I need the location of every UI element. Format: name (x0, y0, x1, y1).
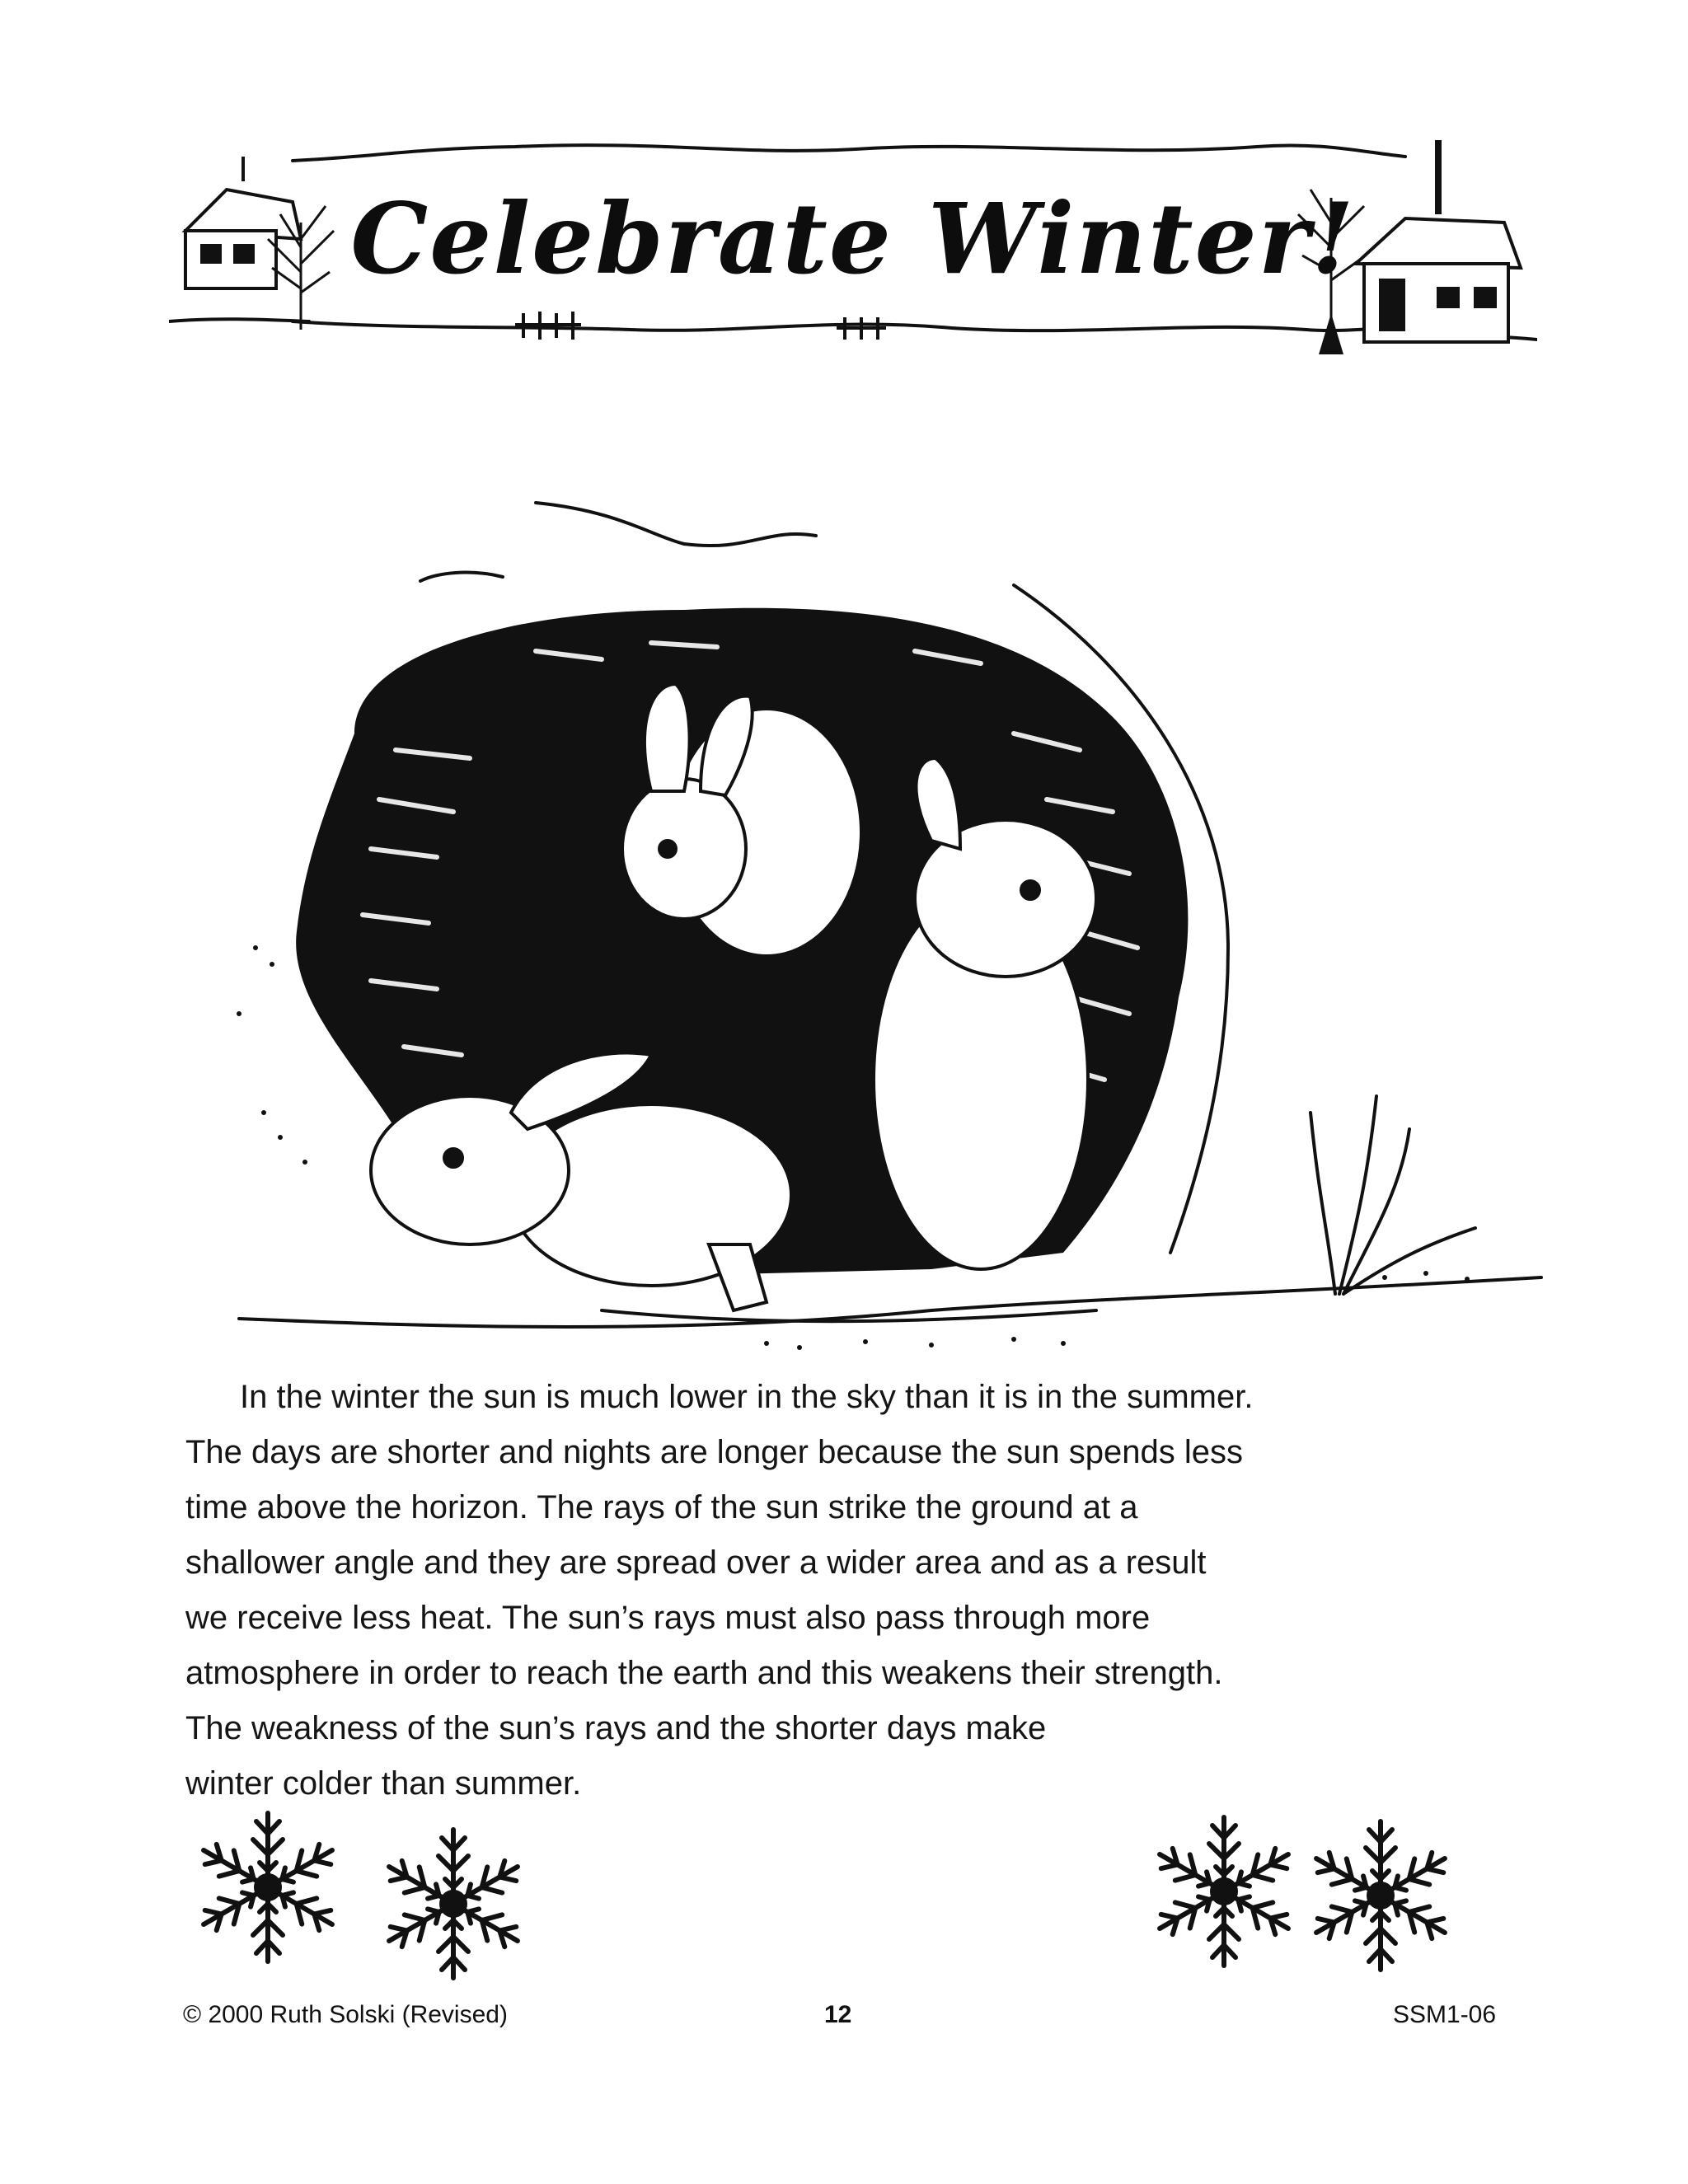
page-title: Celebrate Winter! (350, 181, 1356, 296)
text-line: In the winter the sun is much lower in the sky than it is in the summer. (240, 1379, 1254, 1415)
illustration (190, 486, 1558, 1360)
rabbits-in-snow-burrow-illustration-icon (190, 486, 1558, 1360)
snowflake-icon (371, 1821, 536, 1986)
snowflake-icon (1142, 1809, 1306, 1974)
snowflake-icon (1298, 1813, 1463, 1978)
copyright-notice: © 2000 Ruth Solski (Revised) (183, 2001, 508, 2028)
text-line: atmosphere in order to reach the earth and this weakens their strength. (185, 1655, 1223, 1691)
header-banner (169, 124, 1537, 379)
text-line: shallower angle and they are spread over a wider area and as a result (185, 1544, 1207, 1581)
snowflake-icon (185, 1805, 350, 1970)
snowflake-row (0, 1797, 1688, 1986)
text-line: The weakness of the sun’s rays and the shorter days make (185, 1710, 1047, 1746)
body-paragraph (185, 1370, 1471, 1811)
page-number: 12 (824, 2001, 852, 2028)
text-line: The days are shorter and nights are longer because the sun spends less (185, 1434, 1244, 1470)
text-line: winter colder than summer. (185, 1765, 582, 1802)
text-line: we receive less heat. The sun’s rays must also pass through more (185, 1600, 1151, 1636)
text-line: time above the horizon. The rays of the sun strike the ground at a (185, 1489, 1138, 1526)
document-code: SSM1-06 (1393, 2001, 1497, 2028)
